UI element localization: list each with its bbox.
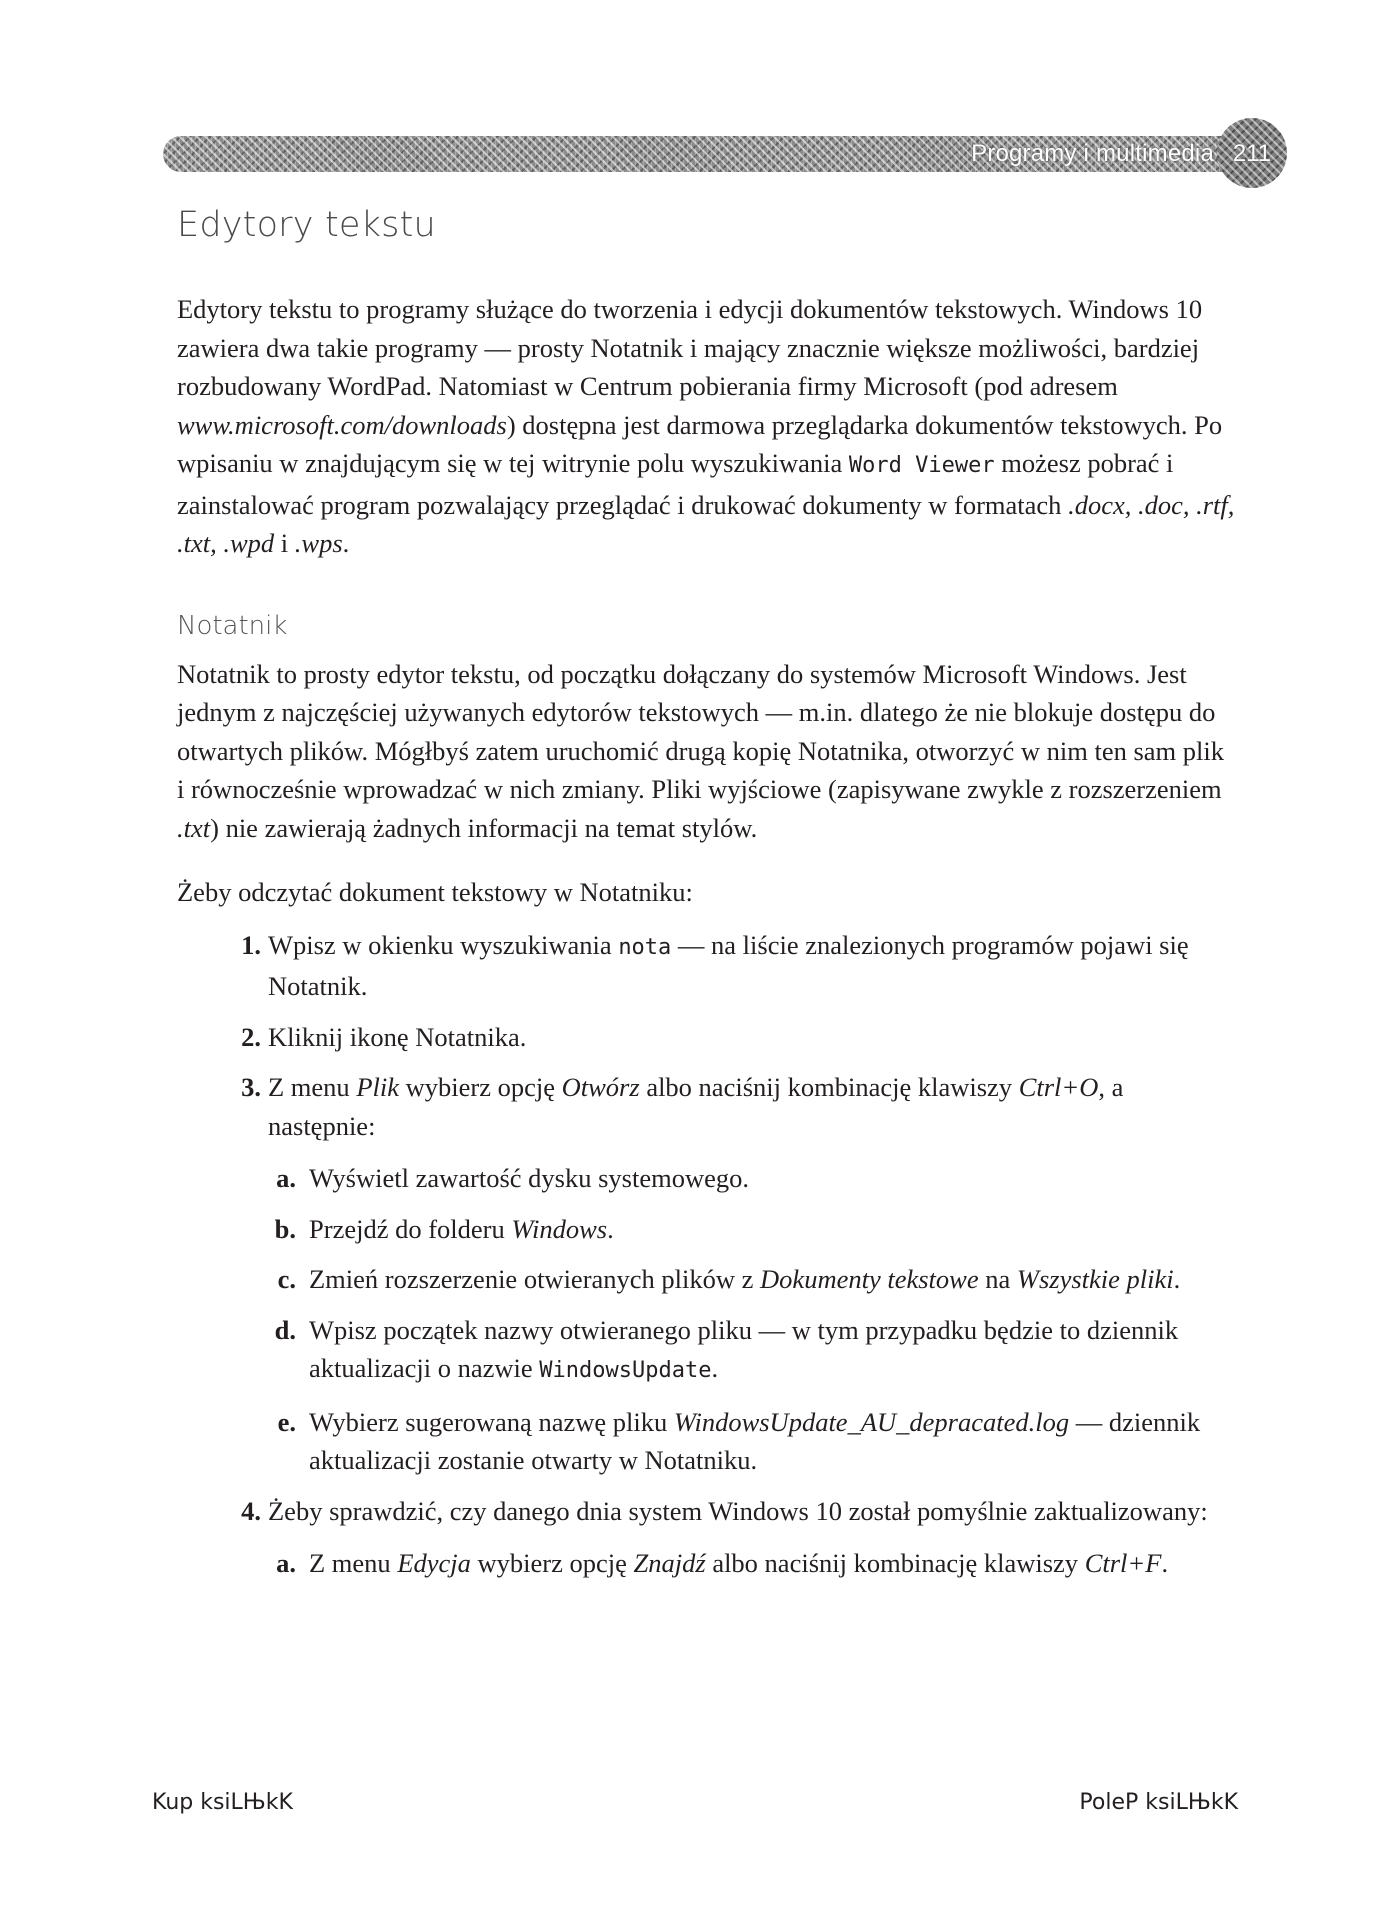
text-run: Wpisz w okienku wyszukiwania xyxy=(268,929,619,960)
chapter-title: Edytory tekstu xyxy=(177,205,436,245)
search-term-code: Word Viewer xyxy=(848,453,995,478)
substeps-list xyxy=(268,1544,1237,1583)
list-item xyxy=(266,1544,1237,1583)
search-code: nota xyxy=(618,934,672,960)
file-type-name: Wszystkie pliki xyxy=(1016,1264,1174,1294)
text-run: ) nie zawierają żadnych informacji na temat stylów. xyxy=(210,812,758,843)
file-format-wps: .wps xyxy=(294,528,343,558)
text-run: wybierz opcję xyxy=(399,1072,562,1102)
substep-letter: c. xyxy=(277,1264,296,1294)
page-number: 211 xyxy=(1232,140,1272,167)
footer-rate-link[interactable]: PoleP ksiLЊkK xyxy=(1079,1790,1238,1815)
download-url: www.microsoft.com/downloads xyxy=(177,409,507,440)
text-run: . xyxy=(1161,1548,1169,1578)
step-number: 2. xyxy=(241,1021,261,1052)
substep-letter: d. xyxy=(274,1314,296,1345)
text-run: Żeby sprawdzić, czy danego dnia system Windows 10 został pomyślnie zaktualizowany: xyxy=(268,1495,1208,1526)
substep-letter: a. xyxy=(276,1548,296,1578)
step-number: 3. xyxy=(241,1072,261,1102)
text-run: albo naciśnij kombinację klawiszy xyxy=(705,1548,1085,1578)
list-item xyxy=(266,1210,1237,1249)
subsection-title: Notatnik xyxy=(177,610,288,641)
instructions-lead: Żeby odczytać dokument tekstowy w Notatniku: xyxy=(177,877,693,907)
text-run: . xyxy=(1173,1264,1181,1294)
step-number: 4. xyxy=(241,1495,261,1526)
text-run: na xyxy=(978,1264,1017,1294)
text-run: Wpisz początek nazwy otwieranego pliku — w tym przypadku będzie to dziennik aktualizacji o nazwie xyxy=(309,1314,1179,1383)
menu-name: Edycja xyxy=(397,1548,471,1578)
keyboard-shortcut: Ctrl+O xyxy=(1018,1072,1099,1102)
option-name: Otwórz xyxy=(561,1072,640,1102)
text-run: . xyxy=(607,1213,614,1244)
text-run: wybierz opcję xyxy=(470,1548,634,1578)
substep-letter: a. xyxy=(276,1163,296,1193)
steps-list xyxy=(177,926,1237,1583)
text-run: albo naciśnij kombinację klawiszy xyxy=(639,1072,1019,1102)
text-run: Z menu xyxy=(268,1072,357,1102)
text-run: Kliknij ikonę Notatnika. xyxy=(268,1021,527,1052)
substep-letter: b. xyxy=(274,1213,296,1244)
txt-extension: .txt xyxy=(177,812,211,843)
list-item xyxy=(266,1260,1237,1299)
log-file-name: WindowsUpdate_AU_depracated.log xyxy=(673,1406,1070,1437)
text-run: Zmień rozszerzenie otwieranych plików z xyxy=(309,1264,761,1294)
text-run: Notatnik to prosty edytor tekstu, od początku dołączany do systemów Microsoft Windows. Jest jednym z najczęściej używanych edytorów tekstowych — m.in. dlatego że nie blokuje dostępu do otwartych plików. Mógłbyś zatem uruchomić drugą kopię Notatnika, otworzyć w nim ten sam plik i równocześnie wprowadzać w nich zmiany. Pliki wyjściowe (zapisywane zwykle z rozszerzeniem xyxy=(177,658,1225,804)
text-run: — na liście znalezionych programów pojawi się Notatnik. xyxy=(268,929,1189,1001)
text-run: — dziennik aktualizacji zostanie otwarty w Notatniku. xyxy=(309,1406,1201,1475)
text-run: Edytory tekstu to programy służące do tworzenia i edycji dokumentów tekstowych. Windows 10 zawiera dwa takie programy — prosty Notatnik i mający znacznie większe możliwości, bardziej rozbudowany WordPad. Natomiast w Centrum pobierania firmy Microsoft (pod adresem xyxy=(177,294,1203,401)
substep-letter: e. xyxy=(277,1406,296,1437)
text-run: ) dostępna jest darmowa przeglądarka dokumentów tekstowych. Po wpisaniu w znajdującym się w tej witrynie polu wyszukiwania xyxy=(177,409,1223,478)
list-item xyxy=(266,1403,1237,1480)
substeps-list xyxy=(268,1159,1237,1480)
file-formats: .docx, .doc, .rtf, .txt, .wpd xyxy=(177,489,1235,558)
notatnik-paragraph xyxy=(177,655,1237,848)
list-item xyxy=(177,1018,1237,1057)
list-item xyxy=(177,926,1237,1006)
text-run: Przejdź do folderu xyxy=(309,1213,512,1244)
keyboard-shortcut: Ctrl+F xyxy=(1084,1548,1162,1578)
text-run: możesz pobrać i zainstalować program pozwalający przeglądać i drukować dokumenty w formatach xyxy=(177,448,1174,520)
folder-name: Windows xyxy=(511,1213,608,1244)
running-header-section: Programy i multimedia xyxy=(971,140,1214,167)
list-item xyxy=(177,1492,1237,1583)
list-item xyxy=(177,1068,1237,1480)
text-run: Wyświetl zawartość dysku systemowego. xyxy=(309,1163,749,1193)
intro-paragraph xyxy=(177,290,1237,563)
text-run: Wybierz sugerowaną nazwę pliku xyxy=(309,1406,674,1437)
option-name: Znajdź xyxy=(633,1548,706,1578)
footer-buy-link[interactable]: Kup ksiLЊkK xyxy=(152,1790,293,1815)
text-run: i xyxy=(274,528,295,558)
step-number: 1. xyxy=(241,929,261,960)
list-item xyxy=(266,1159,1237,1198)
menu-name: Plik xyxy=(356,1072,399,1102)
file-name-code: WindowsUpdate xyxy=(539,1358,712,1383)
text-run: . xyxy=(342,528,350,558)
text-run: Z menu xyxy=(309,1548,398,1578)
file-type-name: Dokumenty tekstowe xyxy=(760,1264,979,1294)
page-content xyxy=(177,290,1237,1595)
list-item xyxy=(266,1311,1237,1391)
text-run: . xyxy=(711,1353,719,1383)
text-run: , a następnie: xyxy=(268,1072,1124,1141)
